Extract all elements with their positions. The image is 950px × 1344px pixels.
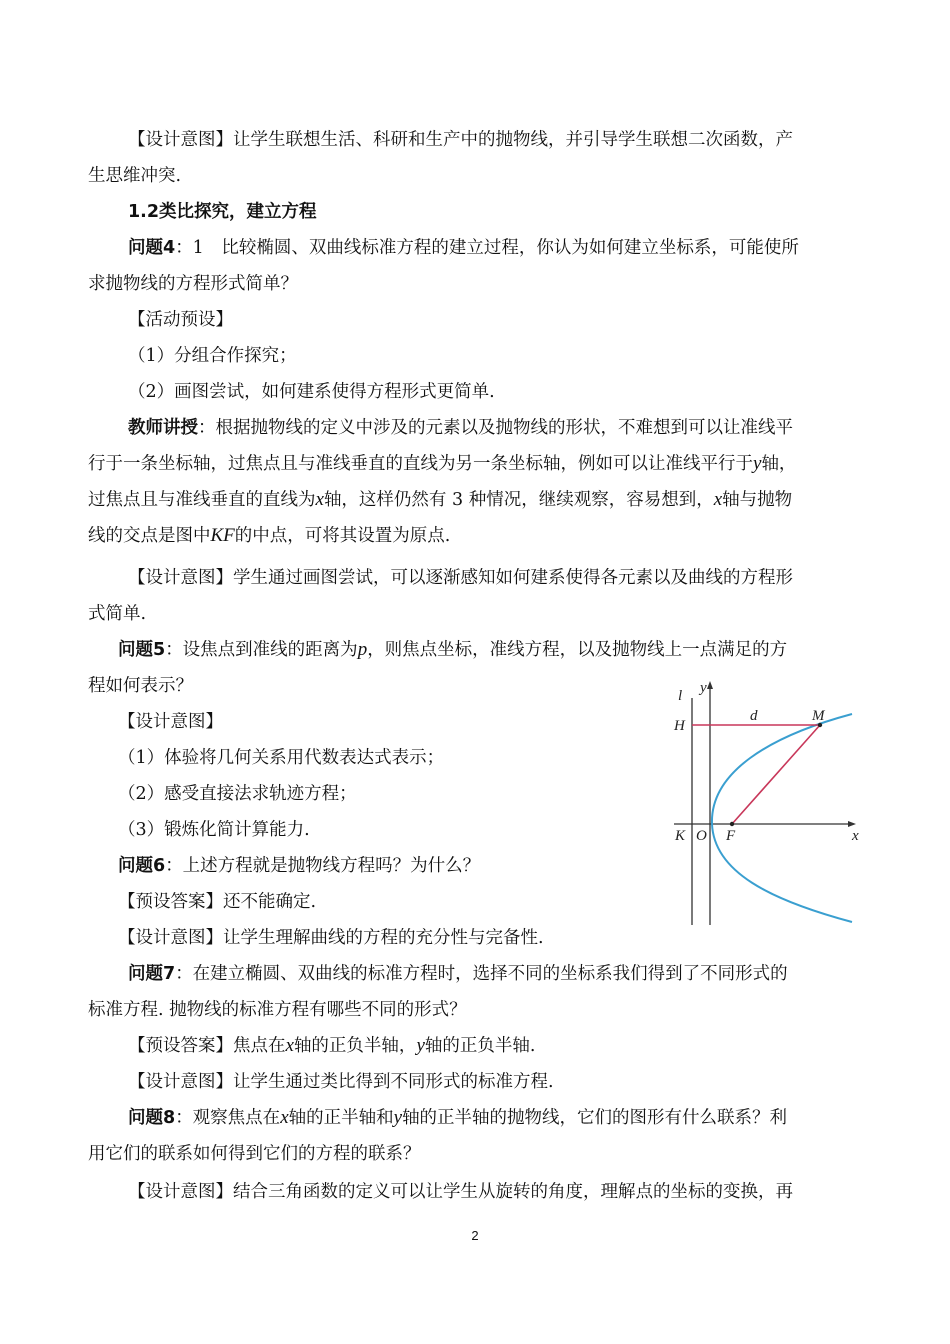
text-line <box>88 272 298 296</box>
text-run: 轴，这样仍然有 3 种情况，继续观察，容易想到， <box>323 490 714 510</box>
text-run: 【设计意图】让学生联想生活、科研和生产中的抛物线，并引导学生联想二次函数，产 <box>128 130 793 150</box>
math-variable: KF <box>210 525 235 546</box>
text-run: 生思维冲突. <box>88 166 182 186</box>
math-variable: y <box>416 1035 425 1056</box>
bold-label: 问题4 <box>128 238 176 258</box>
text-run: （1）体验将几何关系用代数表达式表示； <box>118 748 445 768</box>
text-run: ：根据抛物线的定义中涉及的元素以及抛物线的形状，不难想到可以让准线平 <box>198 418 793 438</box>
text-run: 程如何表示？ <box>88 676 193 696</box>
text-line <box>88 998 467 1022</box>
text-line <box>128 200 317 224</box>
text-run: （2）感受直接法求轨迹方程； <box>118 784 357 804</box>
bold-label: 问题7 <box>128 964 176 984</box>
text-line <box>128 344 297 368</box>
math-variable: p <box>357 639 368 660</box>
text-line <box>128 416 793 440</box>
math-variable: y <box>753 453 762 474</box>
text-line <box>118 854 480 878</box>
text-run: （3）锻炼化简计算能力. <box>118 820 310 840</box>
text-line <box>118 746 444 770</box>
label-x: x <box>852 828 859 844</box>
text-run: 【设计意图】让学生理解曲线的方程的充分性与完备性. <box>118 928 544 948</box>
text-run: 的中点，可将其设置为原点. <box>234 526 451 546</box>
text-run: ：设焦点到准线的距离为 <box>165 640 358 660</box>
math-variable: x <box>713 489 723 510</box>
text-line <box>128 236 799 260</box>
text-line <box>128 308 233 332</box>
text-run: 【活动预设】 <box>128 310 233 330</box>
x-axis-arrow-icon <box>848 821 856 827</box>
text-run: 【设计意图】学生通过画图尝试，可以逐渐感知如何建系使得各元素以及曲线的方程形 <box>128 568 793 588</box>
text-run: （1）分组合作探究； <box>128 346 297 366</box>
text-line <box>88 452 796 476</box>
text-run: 【设计意图】让学生通过类比得到不同形式的标准方程. <box>128 1072 554 1092</box>
label-O: O <box>696 828 707 844</box>
text-line <box>128 1070 554 1094</box>
bold-label: 问题8 <box>128 1108 176 1128</box>
text-line <box>128 566 793 590</box>
text-run: 【设计意图】结合三角函数的定义可以让学生从旋转的角度，理解点的坐标的变换，再 <box>128 1182 793 1202</box>
math-variable: x <box>280 1107 289 1128</box>
y-axis-arrow-icon <box>707 681 713 689</box>
text-line <box>88 524 450 548</box>
text-line <box>128 1034 535 1058</box>
text-run: ：上述方程就是抛物线方程吗？为什么？ <box>165 856 481 876</box>
text-run: 轴的正半轴和 <box>288 1108 394 1128</box>
label-H: H <box>674 718 685 734</box>
text-run: 轴， <box>761 454 797 474</box>
label-l: l <box>678 688 683 704</box>
text-run: ：观察焦点在 <box>175 1108 281 1128</box>
math-variable: x <box>285 1035 294 1056</box>
text-line <box>88 164 181 188</box>
text-run: 轴与抛物 <box>722 490 793 510</box>
text-line <box>118 926 544 950</box>
label-M: M <box>812 708 825 724</box>
parabola-figure <box>670 680 865 930</box>
bold-label: 1.2类比探究，建立方程 <box>128 202 317 222</box>
segment-MF <box>732 725 820 824</box>
text-run: 轴的正半轴的抛物线，它们的图形有什么联系？利 <box>402 1108 788 1128</box>
text-line <box>118 710 223 734</box>
text-line <box>128 1180 793 1204</box>
text-line <box>128 962 788 986</box>
page-number: 2 <box>471 1228 479 1243</box>
text-line <box>118 782 357 806</box>
bold-label: 教师讲授 <box>128 418 198 438</box>
text-run: 过焦点且与准线垂直的直线为 <box>88 490 316 510</box>
text-run: 标准方程. 抛物线的标准方程有哪些不同的形式？ <box>88 1000 467 1020</box>
label-K: K <box>675 828 686 844</box>
text-run: 式简单. <box>88 604 147 624</box>
text-line <box>88 1142 421 1166</box>
text-run: 用它们的联系如何得到它们的方程的联系？ <box>88 1144 421 1164</box>
text-run: 轴的正负半轴， <box>293 1036 417 1056</box>
parabola-curve <box>712 714 852 922</box>
math-variable: x <box>315 489 324 510</box>
text-run: 轴的正负半轴. <box>424 1036 536 1056</box>
label-y: y <box>700 680 707 696</box>
text-run: ，则焦点坐标，准线方程，以及抛物线上一点满足的方 <box>367 640 788 660</box>
label-F: F <box>726 828 736 844</box>
bold-label: 问题5 <box>118 640 166 660</box>
text-line <box>88 602 146 626</box>
text-line <box>118 818 310 842</box>
text-line <box>118 638 787 662</box>
text-run: （2）画图尝试，如何建系使得方程形式更简单. <box>128 382 495 402</box>
label-d: d <box>750 708 758 724</box>
text-line <box>128 1106 787 1130</box>
text-run: 【预设答案】还不能确定. <box>118 892 317 912</box>
text-run: ：1 比较椭圆、双曲线标准方程的建立过程，你认为如何建立坐标系，可能使所 <box>175 238 799 258</box>
text-run: 行于一条坐标轴，过焦点且与准线垂直的直线为另一条坐标轴，例如可以让准线平行于 <box>88 454 753 474</box>
text-run: 【预设答案】焦点在 <box>128 1036 286 1056</box>
text-line <box>128 380 495 404</box>
text-line <box>118 890 316 914</box>
text-run: 线的交点是图中 <box>88 526 211 546</box>
text-line <box>128 128 793 152</box>
text-run: 【设计意图】 <box>118 712 223 732</box>
point-F <box>730 822 734 826</box>
bold-label: 问题6 <box>118 856 166 876</box>
math-variable: y <box>393 1107 403 1128</box>
text-line <box>88 488 792 512</box>
text-line <box>88 674 193 698</box>
text-run: ：在建立椭圆、双曲线的标准方程时，选择不同的坐标系我们得到了不同形式的 <box>175 964 788 984</box>
text-run: 求抛物线的方程形式简单？ <box>88 274 298 294</box>
